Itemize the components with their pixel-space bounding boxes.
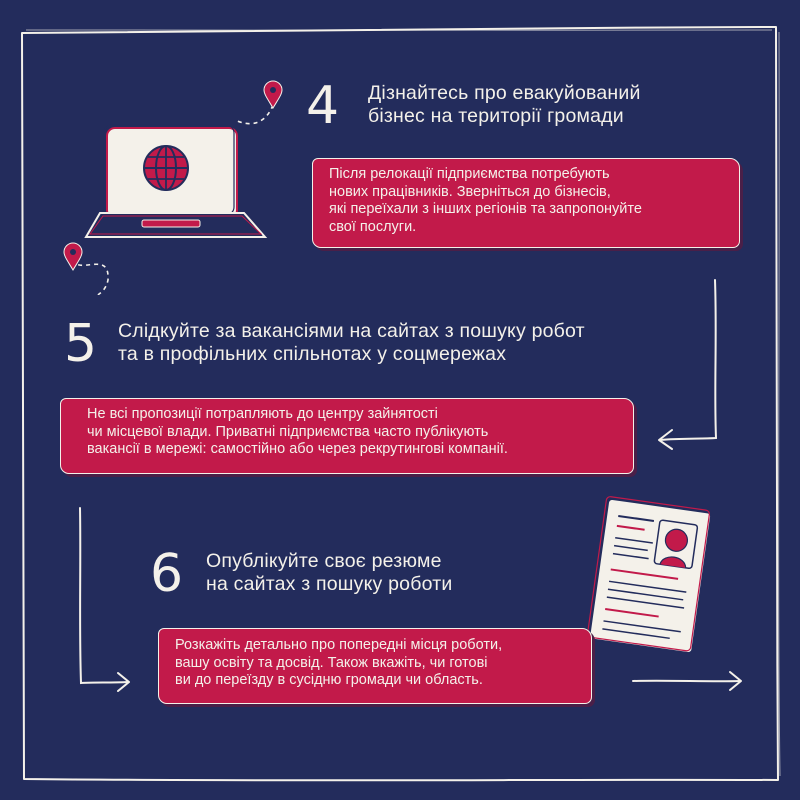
step-number: 4 bbox=[306, 76, 340, 136]
map-pin-icon bbox=[262, 80, 284, 110]
step-description: Не всі пропозиції потрапляють до центру зайнятості чи місцевої влади. Приватні підприємства часто публікують вакансії в мережі: самостійно або через рекрутингові компанії. bbox=[87, 406, 508, 457]
step-title: Опублікуйте своє резюме на сайтах з пошуку роботи bbox=[206, 550, 453, 595]
step-description-box bbox=[60, 398, 634, 474]
arrow-icon bbox=[650, 278, 730, 458]
step-description: Розкажіть детально про попередні місця роботи, вашу освіту та досвід. Також вкажіть, чи готові ви до переїзду в сусідню громади чи область. bbox=[175, 637, 503, 688]
step-description: Після релокації підприємства потребують нових працівників. Зверніться до бізнесів, які переїхали з інших регіонів та запропонуйте свої послуги. bbox=[329, 166, 642, 235]
arrow-icon bbox=[70, 505, 140, 695]
arrow-icon bbox=[630, 668, 750, 694]
step-number: 6 bbox=[150, 544, 184, 604]
step-number: 5 bbox=[64, 314, 98, 374]
step-title: Слідкуйте за вакансіями на сайтах з пошуку робот та в профільних спільнотах у соцмережах bbox=[118, 320, 585, 365]
map-pin-icon bbox=[62, 242, 84, 272]
step-description-box bbox=[158, 628, 592, 704]
step-description-box bbox=[312, 158, 740, 248]
step-title: Дізнайтесь про евакуйований бізнес на території громади bbox=[368, 82, 641, 127]
